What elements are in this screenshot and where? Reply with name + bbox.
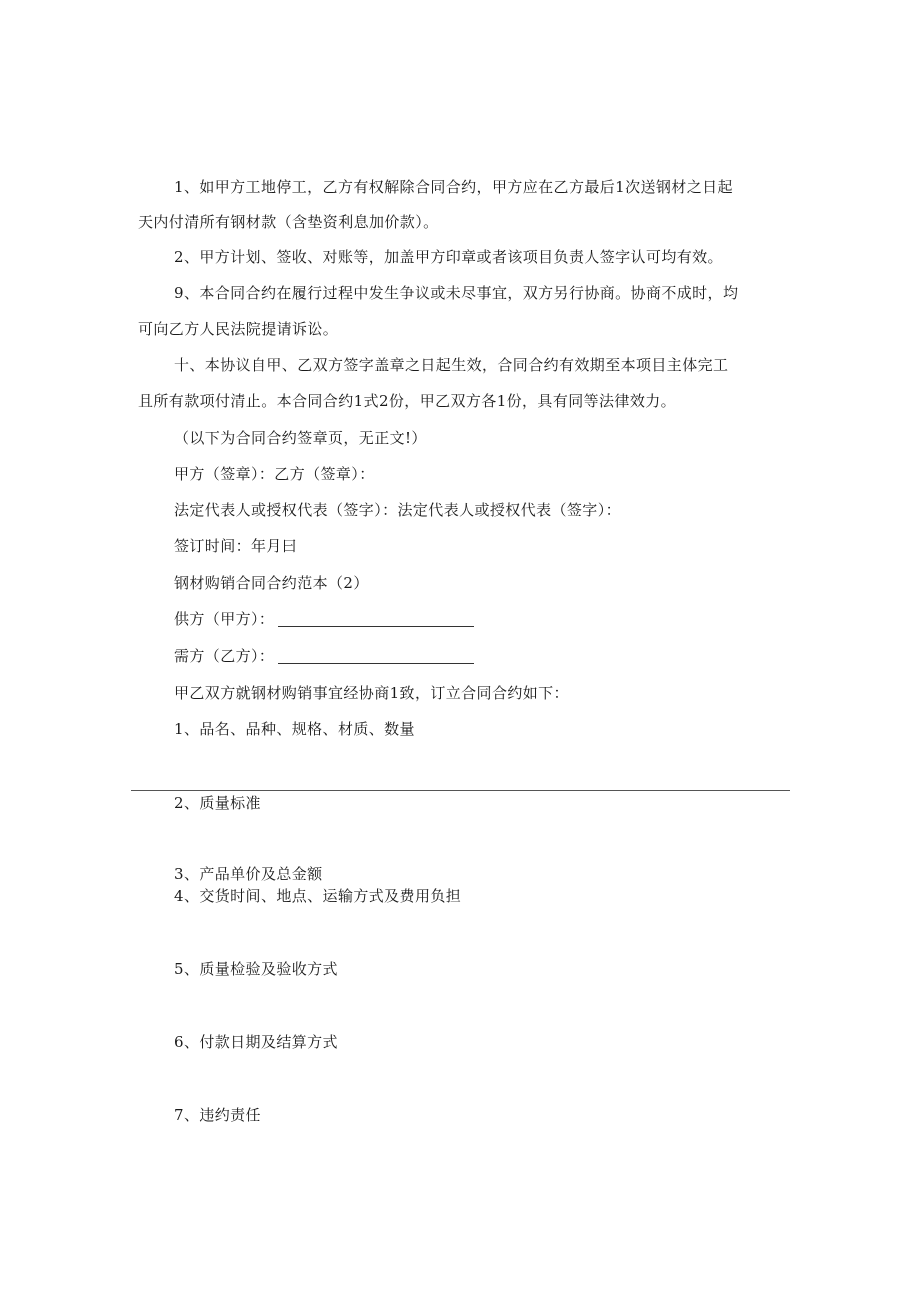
clause-10-line-2: 且所有款项付清止。本合同合约1式2份，甲乙双方各1份，具有同等法律效力。 (138, 392, 677, 410)
section-2: 2、质量标准 (174, 794, 261, 812)
signing-date: 签订时间：年月曰 (174, 537, 298, 555)
supplier-blank-field[interactable] (278, 612, 474, 627)
clause-9-line-2: 可向乙方人民法院提请诉讼。 (138, 320, 339, 338)
section-4: 4、交货时间、地点、运输方式及费用负担 (174, 887, 462, 905)
section-5: 5、质量检验及验收方式 (174, 960, 338, 978)
clause-2: 2、甲方计划、签收、对账等，加盖甲方印章或者该项目负责人签字认可均有效。 (174, 248, 723, 266)
clause-9-line-1: 9、本合同合约在履行过程中发生争议或未尽事宜，双方另行协商。协商不成时，均 (174, 284, 739, 302)
supplier-row (174, 609, 474, 629)
contract-2-title: 钢材购销合同合约范本（2） (174, 574, 369, 592)
signature-representatives: 法定代表人或授权代表（签字）：法定代表人或授权代表（签字）： (174, 501, 622, 519)
section-1: 1、品名、品种、规格、材质、数量 (174, 720, 415, 738)
buyer-row (174, 646, 474, 666)
clause-1-line-1: 1、如甲方工地停工，乙方有权解除合同合约，甲方应在乙方最后1次送钢材之日起 (174, 178, 733, 196)
contract-2-intro: 甲乙双方就钢材购销事宜经协商1致，订立合同合约如下： (174, 684, 569, 702)
buyer-blank-field[interactable] (278, 649, 474, 664)
table-divider-line (131, 790, 790, 791)
signature-parties: 甲方（签章）：乙方（签章）： (174, 465, 375, 483)
signature-page-note: （以下为合同合约签章页，无正文!） (174, 429, 427, 447)
section-6: 6、付款日期及结算方式 (174, 1033, 338, 1051)
clause-1-line-2: 天内付清所有钢材款（含垫资利息加价款）。 (138, 213, 439, 231)
clause-10-line-1: 十、本协议自甲、乙双方签字盖章之日起生效，合同合约有效期至本项目主体完工 (174, 356, 729, 374)
section-3: 3、产品单价及总金额 (174, 865, 323, 883)
buyer-label: 需方（乙方）： (174, 647, 275, 665)
section-7: 7、违约责任 (174, 1106, 261, 1124)
supplier-label: 供方（甲方）： (174, 610, 275, 628)
